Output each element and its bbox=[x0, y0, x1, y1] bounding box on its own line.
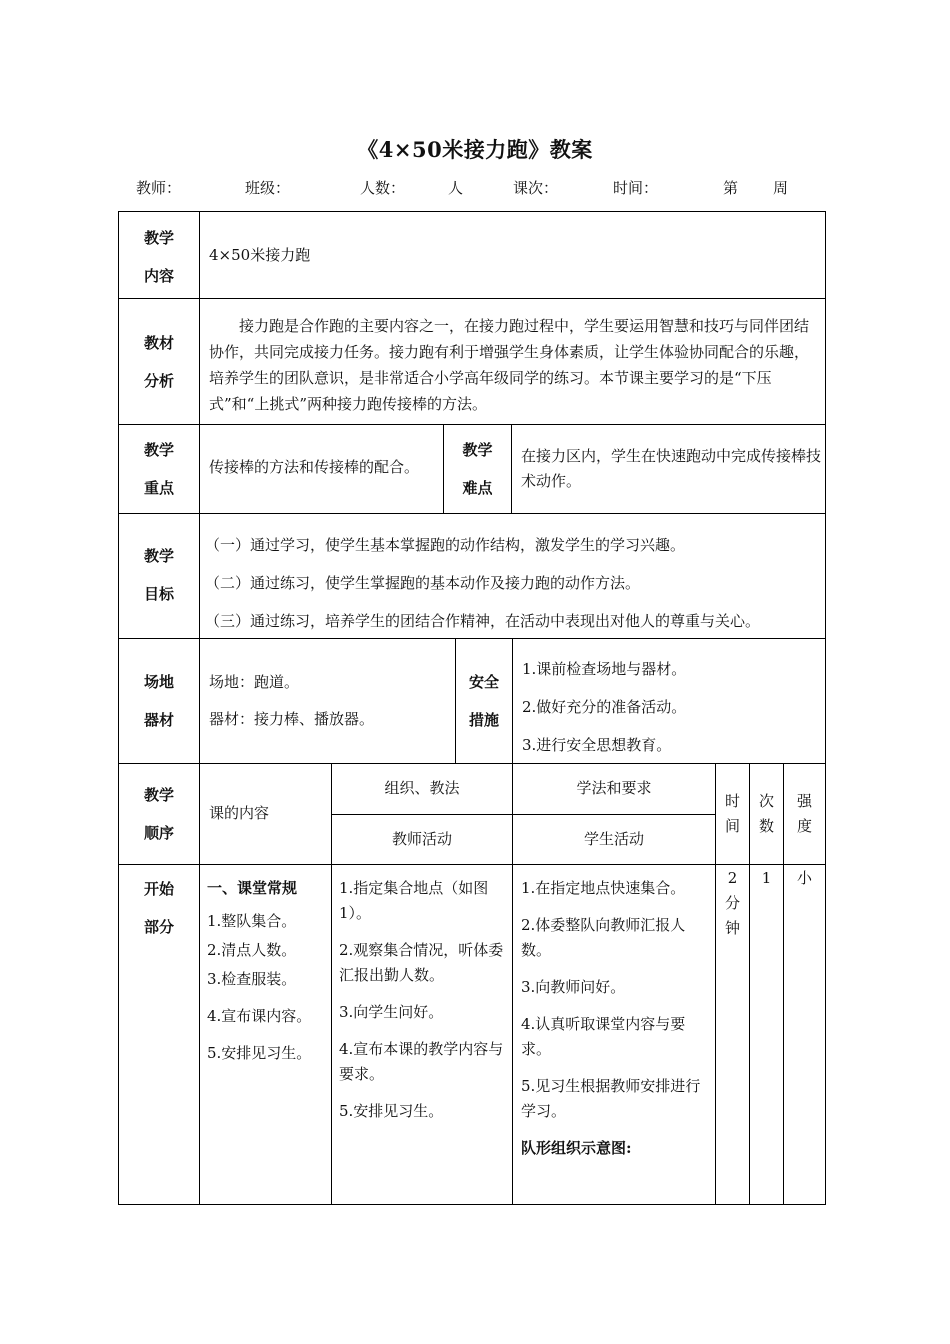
student-item: 1.在指定地点快速集合。 bbox=[521, 879, 686, 897]
col-student-activity-header: 学生活动 bbox=[583, 830, 644, 848]
col-intensity-header: 强 度 bbox=[796, 792, 812, 835]
time-label: 时间： bbox=[613, 179, 659, 197]
venue-site: 场地：跑道。 bbox=[209, 673, 300, 691]
student-item: 5.见习生根据教师安排进行学习。 bbox=[521, 1077, 701, 1120]
goals-label: 教学 目标 bbox=[143, 547, 174, 603]
teacher-label: 教师： bbox=[136, 179, 182, 197]
goals-list bbox=[205, 526, 823, 640]
start-section-label: 开始 部分 bbox=[143, 880, 174, 936]
content-item: 1.整队集合。 bbox=[207, 912, 297, 930]
col-method-header: 学法和要求 bbox=[576, 779, 652, 797]
count-unit: 人 bbox=[448, 179, 464, 197]
teacher-item: 1.指定集合地点（如图1）。 bbox=[339, 879, 489, 922]
start-times: 1 bbox=[761, 869, 772, 887]
content-item: 5.安排见习生。 bbox=[207, 1044, 312, 1062]
content-label: 教学 内容 bbox=[143, 229, 174, 285]
start-intensity: 小 bbox=[796, 869, 812, 887]
start-time: 2 分 钟 bbox=[724, 869, 740, 937]
teacher-item: 5.安排见习生。 bbox=[339, 1102, 444, 1120]
venue-equipment: 器材：接力棒、播放器。 bbox=[209, 710, 375, 728]
content-item: 2.清点人数。 bbox=[207, 941, 297, 959]
student-item: 4.认真听取课堂内容与要求。 bbox=[521, 1015, 686, 1058]
teacher-item: 2.观察集合情况，听体委汇报出勤人数。 bbox=[339, 941, 504, 984]
goal-item: （三）通过练习，培养学生的团结合作精神，在活动中表现出对他人的尊重与关心。 bbox=[205, 612, 761, 630]
safety-item: 3.进行安全思想教育。 bbox=[522, 736, 672, 754]
teacher-activities bbox=[339, 876, 509, 1124]
week-zhou: 周 bbox=[773, 179, 789, 197]
student-item: 2.体委整队向教师汇报人数。 bbox=[521, 916, 686, 959]
sequence-label: 教学 顺序 bbox=[143, 786, 174, 842]
safety-list bbox=[522, 650, 822, 764]
start-content-title: 一、课堂常规 bbox=[207, 879, 298, 897]
class-label: 班级： bbox=[245, 179, 291, 197]
content-item: 4.宣布课内容。 bbox=[207, 1007, 312, 1025]
analysis-text: 接力跑是合作跑的主要内容之一，在接力跑过程中，学生要运用智慧和技巧与同伴团结协作，共同完成接力任务。接力跑有利于增强学生身体素质，让学生体验协同配合的乐趣，培养学生的团队意识，是非常适合小学高年级同学的练习。本节课主要学习的是“下压式”和“上挑式”两种接力跑传接棒的方法。 bbox=[209, 317, 810, 413]
venue-label: 场地 器材 bbox=[143, 673, 174, 729]
lesson-label: 课次： bbox=[513, 179, 559, 197]
safety-item: 2.做好充分的准备活动。 bbox=[522, 698, 687, 716]
safety-label: 安全 措施 bbox=[468, 673, 499, 729]
teacher-item: 4.宣布本课的教学内容与要求。 bbox=[339, 1040, 504, 1083]
col-teacher-activity-header: 教师活动 bbox=[391, 830, 452, 848]
col-org-header: 组织、教法 bbox=[384, 779, 460, 797]
student-item: 3.向教师问好。 bbox=[521, 978, 626, 996]
teacher-item: 3.向学生问好。 bbox=[339, 1003, 444, 1021]
page-title: 《4×50米接力跑》教案 bbox=[357, 137, 593, 162]
safety-item: 1.课前检查场地与器材。 bbox=[522, 660, 687, 678]
week-di: 第 bbox=[723, 179, 739, 197]
student-activities bbox=[521, 876, 711, 1161]
col-times-header: 次 数 bbox=[758, 792, 774, 835]
content-item: 3.检查服装。 bbox=[207, 970, 297, 988]
key-points-text: 传接棒的方法和传接棒的配合。 bbox=[209, 458, 420, 476]
key-points-label: 教学 重点 bbox=[143, 441, 174, 497]
goal-item: （二）通过练习，使学生掌握跑的基本动作及接力跑的动作方法。 bbox=[205, 574, 641, 592]
difficulty-label: 教学 难点 bbox=[462, 441, 493, 497]
difficulty-text: 在接力区内，学生在快速跑动中完成传接棒技术动作。 bbox=[521, 447, 822, 490]
content-value: 4×50米接力跑 bbox=[209, 246, 311, 264]
count-label: 人数： bbox=[360, 179, 406, 197]
goal-item: （一）通过学习，使学生基本掌握跑的动作结构，激发学生的学习兴趣。 bbox=[205, 536, 686, 554]
col-time-header: 时 间 bbox=[724, 792, 740, 835]
col-content-header: 课的内容 bbox=[209, 804, 270, 822]
start-content bbox=[207, 876, 331, 1068]
formation-title: 队形组织示意图: bbox=[521, 1139, 632, 1157]
analysis-label: 教材 分析 bbox=[143, 334, 174, 390]
